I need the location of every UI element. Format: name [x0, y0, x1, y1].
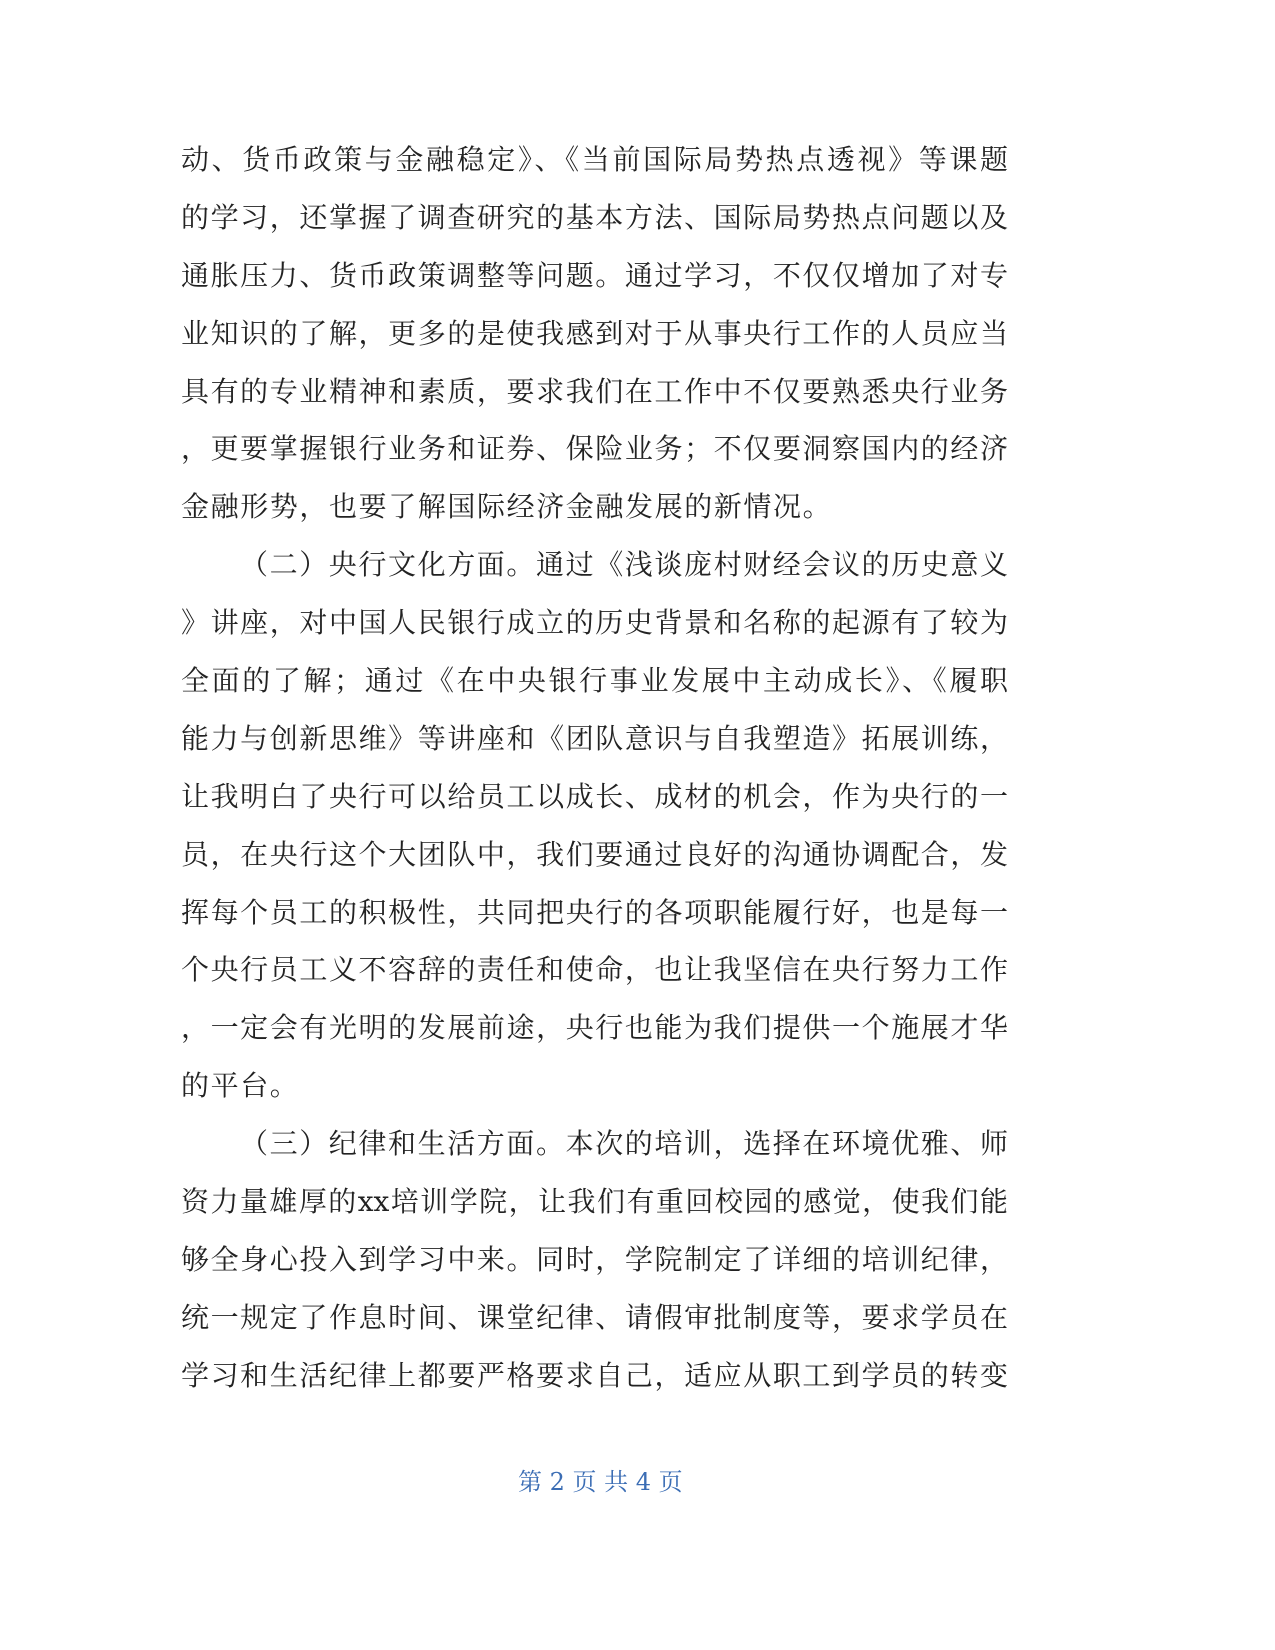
paragraph-heading-line: （三）纪律和生活方面。本次的培训，选择在环境优雅、师	[240, 1127, 1008, 1161]
text-line: 全面的了解；通过《在中央银行事业发展中主动成长》、《履职	[181, 664, 1008, 698]
document-body	[181, 131, 1008, 1405]
text-line: 》讲座，对中国人民银行成立的历史背景和名称的起源有了较为	[181, 606, 1008, 640]
paragraph-heading-line: （二）央行文化方面。通过《浅谈庞村财经会议的历史意义	[240, 548, 1008, 582]
text-line: 的平台。	[181, 1069, 300, 1103]
text-line: 业知识的了解，更多的是使我感到对于从事央行工作的人员应当	[181, 316, 1008, 350]
text-line: 资力量雄厚的xx培训学院，让我们有重回校园的感觉，使我们能	[181, 1185, 1008, 1219]
text-line: 动、货币政策与金融稳定》、《当前国际局势热点透视》等课题	[181, 143, 1008, 176]
text-line: 的学习，还掌握了调查研究的基本方法、国际局势热点问题以及	[181, 200, 1008, 234]
text-line: 学习和生活纪律上都要严格要求自己，适应从职工到学员的转变	[181, 1358, 1008, 1392]
text-line: 个央行员工义不容辞的责任和使命，也让我坚信在央行努力工作	[181, 953, 1008, 987]
text-line: 金融形势，也要了解国际经济金融发展的新情况。	[181, 490, 833, 524]
text-line: 能力与创新思维》等讲座和《团队意识与自我塑造》拓展训练，	[181, 721, 1008, 755]
text-line: 让我明白了央行可以给员工以成长、成材的机会，作为央行的一	[181, 779, 1008, 813]
page-number-footer: 第 2 页 共 4 页	[518, 1468, 683, 1496]
text-line: 够全身心投入到学习中来。同时，学院制定了详细的培训纪律，	[181, 1242, 1008, 1276]
text-line: ，一定会有光明的发展前途，央行也能为我们提供一个施展才华	[181, 1011, 1008, 1045]
text-line: ，更要掌握银行业务和证券、保险业务；不仅要洞察国内的经济	[181, 432, 1008, 466]
text-line: 挥每个员工的积极性，共同把央行的各项职能履行好，也是每一	[181, 895, 1008, 929]
text-line: 员，在央行这个大团队中，我们要通过良好的沟通协调配合，发	[181, 837, 1008, 871]
text-line: 具有的专业精神和素质，要求我们在工作中不仅要熟悉央行业务	[181, 374, 1008, 408]
text-line: 统一规定了作息时间、课堂纪律、请假审批制度等，要求学员在	[181, 1300, 1008, 1334]
text-line: 通胀压力、货币政策调整等问题。通过学习，不仅仅增加了对专	[181, 258, 1008, 292]
